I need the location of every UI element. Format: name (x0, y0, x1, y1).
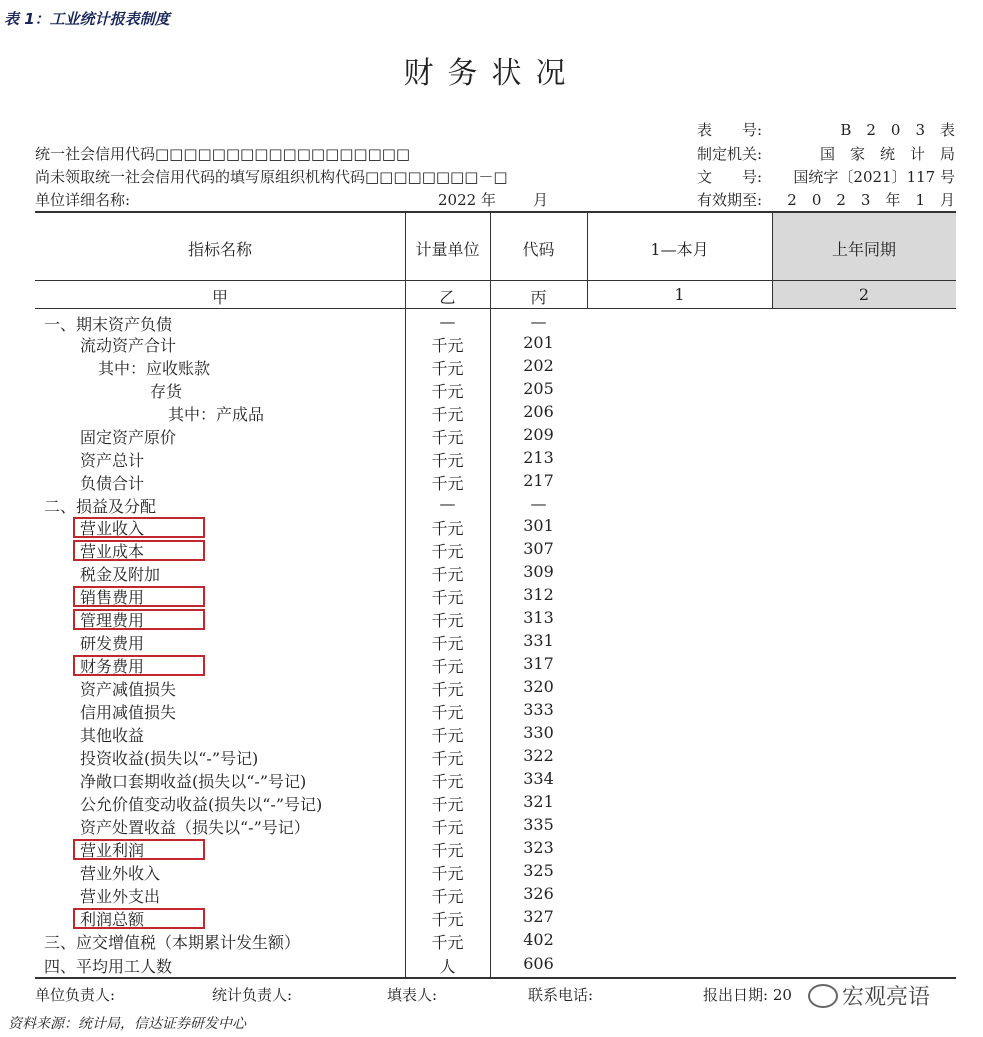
row-unit: 千元 (431, 933, 464, 952)
table-row (0, 954, 983, 977)
subheader-1: 1 (674, 285, 685, 304)
row-unit: 千元 (431, 864, 464, 883)
row-unit: 千元 (431, 910, 464, 929)
table-row (0, 746, 983, 769)
table-row (0, 585, 983, 608)
col-header-name: 指标名称 (187, 240, 252, 259)
table-top-rule (35, 211, 956, 213)
issuing-authority (697, 143, 955, 164)
document-number-label: 文 号: (697, 168, 763, 186)
row-indicator-name: 其他收益 (80, 726, 145, 745)
row-code: 213 (523, 448, 554, 467)
footer-filler: 填表人: (387, 986, 438, 1004)
valid-until-value: 2 0 2 3 年 1 月 (787, 191, 955, 209)
form-number-value: B 2 0 3 表 (840, 121, 955, 139)
form-number (697, 119, 955, 140)
row-unit: 千元 (431, 703, 464, 722)
row-unit: 千元 (431, 588, 464, 607)
row-indicator-name: 二、损益及分配 (44, 497, 157, 516)
col-header-code: 代码 (522, 240, 555, 259)
row-unit: 千元 (431, 887, 464, 906)
row-unit: 千元 (431, 726, 464, 745)
table-row (0, 562, 983, 585)
row-indicator-name: 资产总计 (80, 451, 145, 470)
table-row (0, 677, 983, 700)
row-unit: 千元 (431, 451, 464, 470)
report-year: 2022 年 (438, 191, 496, 209)
table-row (0, 471, 983, 494)
document-number (697, 166, 955, 187)
row-indicator-name: 净敞口套期收益(损失以“-”号记) (80, 772, 307, 791)
table-row (0, 448, 983, 471)
row-indicator-name: 管理费用 (80, 611, 145, 630)
row-code: 330 (523, 723, 554, 742)
row-indicator-name: 营业利润 (80, 841, 145, 860)
col-header-prior: 上年同期 (831, 240, 896, 259)
row-code: 325 (523, 861, 554, 880)
table-row (0, 356, 983, 379)
table-row (0, 769, 983, 792)
row-indicator-name: 一、期末资产负债 (44, 315, 173, 334)
row-unit: 千元 (431, 841, 464, 860)
row-code: 312 (523, 585, 554, 604)
table-row (0, 402, 983, 425)
row-code: 206 (523, 402, 554, 421)
valid-until-label: 有效期至: (697, 191, 763, 209)
row-unit: — (439, 494, 456, 513)
row-unit: 千元 (431, 519, 464, 538)
footer-phone: 联系电话: (528, 986, 594, 1004)
row-indicator-name: 负债合计 (80, 474, 145, 493)
row-code: 205 (523, 379, 554, 398)
row-unit: 人 (439, 957, 456, 976)
row-code: 217 (523, 471, 554, 490)
page-title: 财务状况 (403, 56, 580, 91)
document-number-value: 国统字〔2021〕117 号 (793, 168, 955, 186)
row-indicator-name: 其中：产成品 (168, 405, 265, 424)
table-row (0, 654, 983, 677)
table-bottom-rule (35, 977, 956, 979)
table-row (0, 700, 983, 723)
row-unit: 千元 (431, 428, 464, 447)
row-indicator-name: 营业成本 (80, 542, 145, 561)
row-code: 309 (523, 562, 554, 581)
valid-until (697, 189, 955, 210)
row-code: 327 (523, 907, 554, 926)
row-indicator-name: 营业外支出 (80, 887, 161, 906)
table-row (0, 884, 983, 907)
table-row (0, 861, 983, 884)
subheader-divider (35, 308, 956, 309)
row-unit: 千元 (431, 749, 464, 768)
row-code: 335 (523, 815, 554, 834)
table-row (0, 907, 983, 930)
table-row (0, 494, 983, 517)
table-row (0, 539, 983, 562)
row-code: 313 (523, 608, 554, 627)
row-unit: 千元 (431, 542, 464, 561)
row-code: 321 (523, 792, 554, 811)
row-indicator-name: 四、平均用工人数 (44, 957, 173, 976)
table-row (0, 723, 983, 746)
row-code: 307 (523, 539, 554, 558)
watermark-text: 宏观亮语 (842, 985, 931, 1010)
unit-name-label: 单位详细名称: (35, 191, 131, 209)
org-code-line: 尚未领取统一社会信用代码的填写原组织机构代码□□□□□□□□－□ (35, 168, 508, 186)
table-row (0, 631, 983, 654)
issuing-authority-label: 制定机关: (697, 145, 763, 163)
row-unit: 千元 (431, 772, 464, 791)
row-code: 326 (523, 884, 554, 903)
subheader-c: 丙 (530, 288, 547, 307)
row-indicator-name: 资产减值损失 (80, 680, 177, 699)
watermark (808, 980, 930, 1011)
subheader-a: 甲 (211, 288, 228, 307)
row-unit: 千元 (431, 818, 464, 837)
table-caption: 表 1：工业统计报表制度 (4, 10, 170, 28)
row-indicator-name: 固定资产原价 (80, 428, 177, 447)
row-code: 202 (523, 356, 554, 375)
row-code: 301 (523, 516, 554, 535)
row-code: 322 (523, 746, 554, 765)
row-unit: 千元 (431, 795, 464, 814)
report-month: 月 (533, 191, 549, 209)
row-unit: 千元 (431, 657, 464, 676)
header-divider (35, 280, 956, 281)
row-code: 402 (523, 930, 554, 949)
row-unit: 千元 (431, 382, 464, 401)
row-indicator-name: 信用减值损失 (80, 703, 177, 722)
row-unit: 千元 (431, 474, 464, 493)
form-number-label: 表 号: (697, 121, 763, 139)
row-unit: 千元 (431, 405, 464, 424)
subheader-b: 乙 (439, 288, 456, 307)
row-indicator-name: 销售费用 (80, 588, 145, 607)
row-unit: 千元 (431, 336, 464, 355)
table-row (0, 838, 983, 861)
table-row (0, 333, 983, 356)
row-code: 331 (523, 631, 554, 650)
table-row (0, 608, 983, 631)
row-code: — (530, 312, 547, 331)
row-code: 320 (523, 677, 554, 696)
row-unit: 千元 (431, 359, 464, 378)
row-indicator-name: 公允价值变动收益(损失以“-”号记) (80, 795, 323, 814)
issuing-authority-value: 国 家 统 计 局 (819, 145, 955, 163)
row-code: 333 (523, 700, 554, 719)
credit-code-line: 统一社会信用代码□□□□□□□□□□□□□□□□□□ (35, 145, 411, 163)
row-indicator-name: 投资收益(损失以“-”号记) (80, 749, 259, 768)
table-row (0, 930, 983, 953)
wechat-icon (808, 984, 838, 1008)
row-code: 323 (523, 838, 554, 857)
row-indicator-name: 其中：应收账款 (98, 359, 211, 378)
row-indicator-name: 存货 (150, 382, 183, 401)
row-indicator-name: 三、应交增值税（本期累计发生额） (44, 933, 301, 952)
row-code: 209 (523, 425, 554, 444)
row-code: 606 (523, 954, 554, 973)
table-row (0, 312, 983, 335)
col-header-unit: 计量单位 (415, 240, 480, 259)
footer-stat-head: 统计负责人: (212, 986, 293, 1004)
col-header-current: 1—本月 (650, 240, 709, 259)
row-code: 334 (523, 769, 554, 788)
table-row (0, 792, 983, 815)
row-indicator-name: 营业外收入 (80, 864, 161, 883)
footer-date: 报出日期: 20 (703, 986, 792, 1004)
row-code: 317 (523, 654, 554, 673)
table-row (0, 516, 983, 539)
row-unit: 千元 (431, 565, 464, 584)
source-note: 资料来源：统计局，信达证券研发中心 (8, 1016, 246, 1032)
row-indicator-name: 营业收入 (80, 519, 145, 538)
table-row (0, 379, 983, 402)
row-indicator-name: 财务费用 (80, 657, 145, 676)
table-row (0, 815, 983, 838)
row-indicator-name: 流动资产合计 (80, 336, 177, 355)
row-unit: 千元 (431, 611, 464, 630)
row-unit: 千元 (431, 634, 464, 653)
row-code: — (530, 494, 547, 513)
footer-unit-head: 单位负责人: (35, 986, 116, 1004)
row-indicator-name: 利润总额 (80, 910, 145, 929)
row-code: 201 (523, 333, 554, 352)
row-indicator-name: 税金及附加 (80, 565, 161, 584)
subheader-2: 2 (858, 285, 870, 304)
row-unit: — (439, 312, 456, 331)
row-indicator-name: 研发费用 (80, 634, 145, 653)
row-unit: 千元 (431, 680, 464, 699)
row-indicator-name: 资产处置收益（损失以“-”号记） (80, 818, 310, 837)
table-row (0, 425, 983, 448)
